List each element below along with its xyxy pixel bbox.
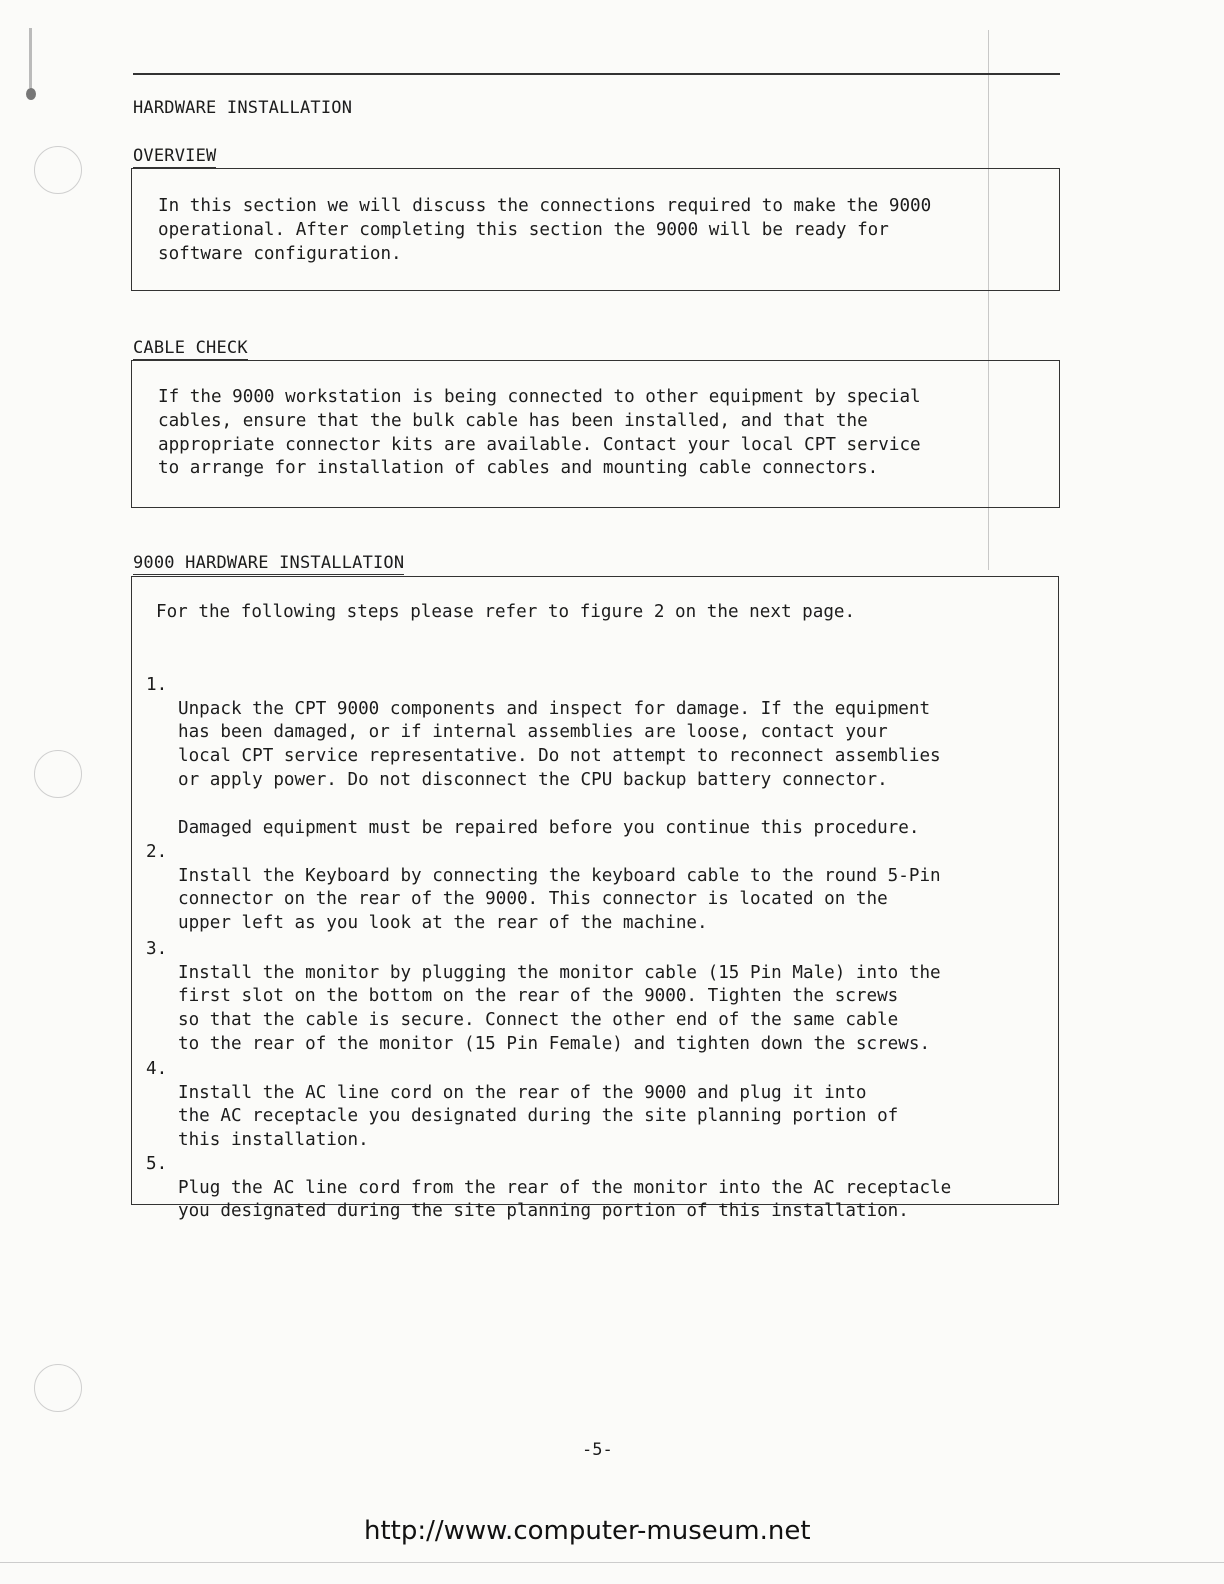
hardware-install-intro: For the following steps please refer to figure 2 on the next page. bbox=[156, 602, 856, 622]
cable-check-heading: CABLE CHECK bbox=[133, 338, 248, 358]
overview-text: In this section we will discuss the connections required to make the 9000 operational. After completing this section the 9000 will be ready for software configuration. bbox=[158, 196, 932, 264]
footer-url[interactable]: http://www.computer-museum.net bbox=[364, 1516, 811, 1546]
step-text: Install the AC line cord on the rear of the 9000 and plug it into the AC receptacle you designated during the site planning portion of this installation. bbox=[178, 1082, 899, 1151]
step-2 bbox=[146, 817, 941, 934]
step-text: Unpack the CPT 9000 components and inspect for damage. If the equipment has been damaged, or if internal assemblies are loose, contact your local CPT service representative. Do not attempt to reconnect assemblies or apply power. Do not disconnect the CPU backup battery connector. Damaged equipment must be repaired before you continue this procedure. bbox=[178, 698, 941, 838]
binder-dot bbox=[26, 88, 36, 100]
hardware-install-box bbox=[131, 576, 1059, 1222]
step-number: 5. bbox=[146, 1153, 168, 1174]
step-text: Plug the AC line cord from the rear of the monitor into the AC receptacle you designated during the site planning portion of this installation. bbox=[178, 1177, 952, 1222]
step-text: Install the monitor by plugging the monitor cable (15 Pin Male) into the first slot on the bottom on the rear of the 9000. Tighten the screws so that the cable is secure. Connect the other end of the same cable to the rear of the monitor (15 Pin Female) and tighten down the screws. bbox=[178, 962, 941, 1054]
step-number: 4. bbox=[146, 1058, 168, 1079]
punch-hole-top bbox=[34, 146, 82, 194]
punch-hole-bottom bbox=[34, 1364, 82, 1412]
overview-box bbox=[131, 168, 1060, 291]
punch-hole-middle bbox=[34, 750, 82, 798]
step-text: Install the Keyboard by connecting the keyboard cable to the round 5-Pin connector on the rear of the 9000. This connector is located on the upper left as you look at the rear of the machine. bbox=[178, 865, 941, 934]
scan-bottom-edge bbox=[0, 1562, 1224, 1563]
step-5 bbox=[146, 1129, 952, 1224]
binder-mark bbox=[29, 28, 32, 88]
step-number: 2. bbox=[146, 841, 168, 862]
top-rule bbox=[133, 73, 1060, 75]
step-number: 3. bbox=[146, 938, 168, 959]
overview-heading: OVERVIEW bbox=[133, 146, 217, 166]
hardware-install-heading: 9000 HARDWARE INSTALLATION bbox=[133, 553, 405, 573]
step-3 bbox=[146, 914, 941, 1054]
cable-check-text: If the 9000 workstation is being connected to other equipment by special cables, ensure that the bulk cable has been installed, and that the appropriate connector kits are available. Contact your local CPT service to arrange for installation of cables and mounting cable connectors. bbox=[158, 387, 921, 479]
step-number: 1. bbox=[146, 674, 168, 695]
step-4 bbox=[146, 1034, 899, 1151]
step-1 bbox=[146, 650, 941, 838]
cable-check-box bbox=[131, 360, 1060, 508]
section-title: HARDWARE INSTALLATION bbox=[133, 98, 353, 118]
page-number: -5- bbox=[582, 1440, 613, 1460]
